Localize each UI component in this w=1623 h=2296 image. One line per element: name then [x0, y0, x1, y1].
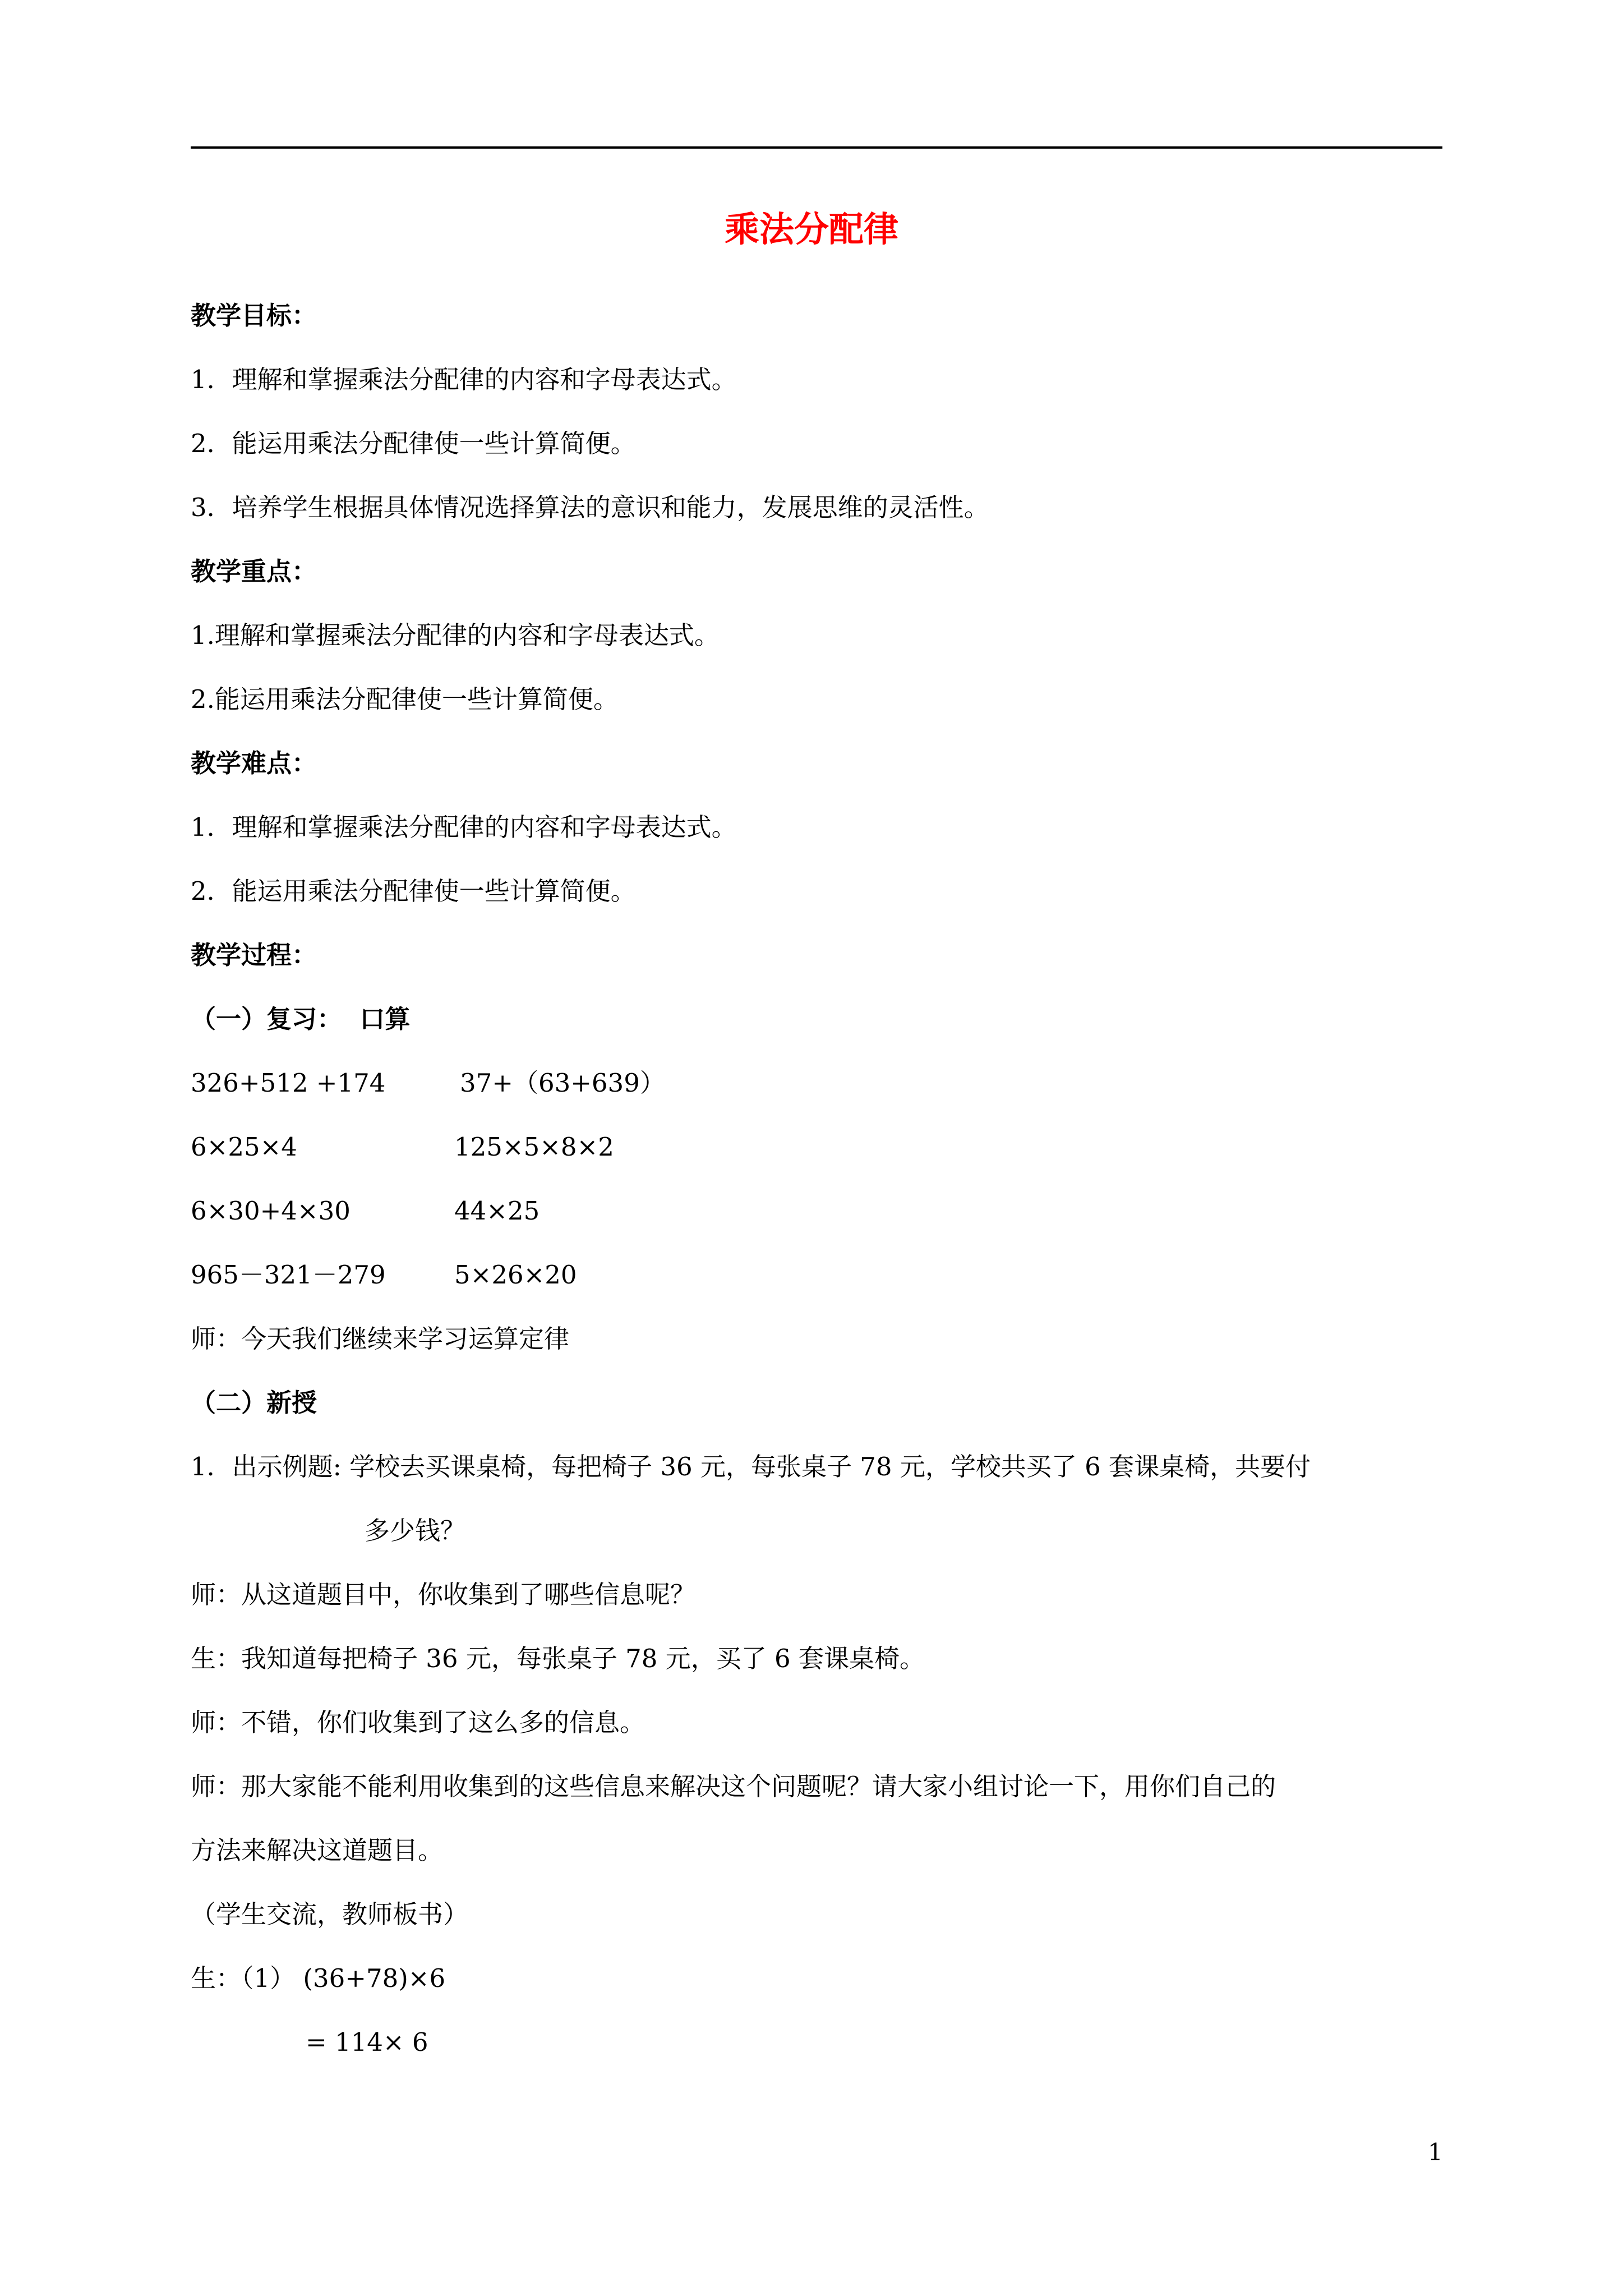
goal-item-1: 1．理解和掌握乘法分配律的内容和字母表达式。 [191, 365, 737, 394]
goals-heading: 教学目标： [191, 301, 317, 330]
dialogue-line-1: 师：从这道题目中，你收集到了哪些信息呢？ [191, 1580, 696, 1609]
review-heading: （一）复习： 口算 [191, 1004, 411, 1034]
review-expr-3a: 6×30+4×30 [191, 1196, 351, 1226]
dialogue-line-7: 生：（1） (36+78)×6 [191, 1963, 446, 1993]
goal-item-3: 3．培养学生根据具体情况选择算法的意识和能力，发展思维的灵活性。 [191, 493, 989, 522]
review-expr-2a: 6×25×4 [191, 1132, 297, 1162]
difficulty-1: 1．理解和掌握乘法分配律的内容和字母表达式。 [191, 812, 737, 842]
review-expr-4b: 5×26×20 [454, 1260, 577, 1290]
difficulty-2: 2．能运用乘法分配律使一些计算简便。 [191, 876, 636, 906]
review-expr-3b: 44×25 [454, 1196, 540, 1226]
example-line-1: 1．出示例题: 学校去买课桌椅，每把椅子 36 元，每张桌子 78 元，学校共买了 6 套课桌椅，共要付 [191, 1452, 1311, 1481]
dialogue-line-5: 方法来解决这道题目。 [191, 1835, 444, 1865]
review-end-line: 师：今天我们继续来学习运算定律 [191, 1324, 570, 1354]
dialogue-line-6: （学生交流，教师板书） [191, 1899, 469, 1929]
review-expr-1a: 326+512 +174 [191, 1068, 386, 1098]
review-expr-2b: 125×5×8×2 [454, 1132, 614, 1162]
goal-item-2: 2．能运用乘法分配律使一些计算简便。 [191, 429, 636, 458]
page-title: 乘法分配律 [724, 209, 898, 250]
dialogue-line-8: = 114× 6 [306, 2027, 428, 2057]
example-line-2: 多少钱？ [365, 1516, 466, 1545]
new-heading: （二）新授 [191, 1388, 317, 1418]
key-point-2: 2.能运用乘法分配律使一些计算简便。 [191, 684, 619, 714]
dialogue-line-3: 师：不错，你们收集到了这么多的信息。 [191, 1708, 645, 1737]
dialogue-line-4: 师：那大家能不能利用收集到的这些信息来解决这个问题呢？请大家小组讨论一下，用你们自己的 [191, 1772, 1276, 1801]
review-expr-1b: 37+（63+639） [460, 1068, 665, 1098]
key-points-heading: 教学重点： [191, 556, 317, 586]
header-rule [191, 146, 1442, 149]
difficulties-heading: 教学难点： [191, 748, 317, 778]
dialogue-line-2: 生：我知道每把椅子 36 元，每张桌子 78 元，买了 6 套课桌椅。 [191, 1644, 925, 1673]
review-expr-4a: 965－321－279 [191, 1260, 386, 1290]
page-number: 1 [1428, 2138, 1443, 2166]
key-point-1: 1.理解和掌握乘法分配律的内容和字母表达式。 [191, 620, 720, 650]
process-heading: 教学过程： [191, 940, 317, 970]
